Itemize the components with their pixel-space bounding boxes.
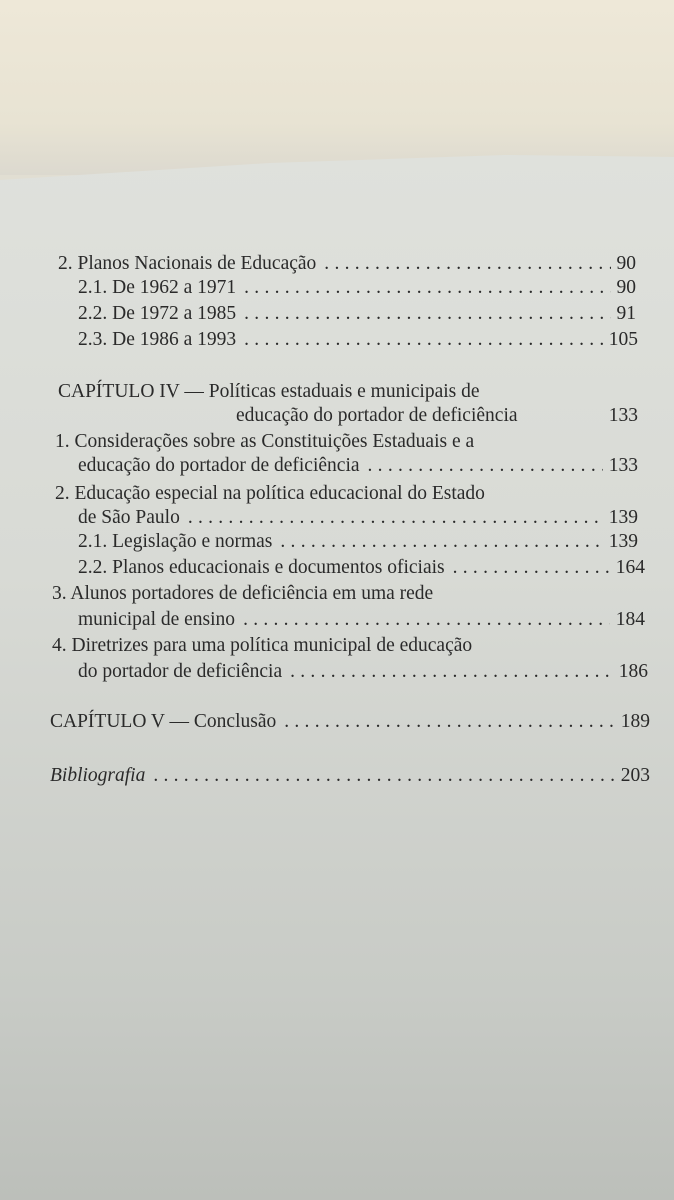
toc-entry-title: 2.1. Legislação e normas xyxy=(78,531,273,552)
toc-entry-title-cont: de São Paulo xyxy=(78,507,180,528)
toc-entry-page: 90 xyxy=(616,277,636,298)
toc-leader-dots xyxy=(188,506,603,530)
toc-entry xyxy=(78,276,636,300)
toc-entry xyxy=(78,556,645,580)
toc-entry xyxy=(78,302,636,326)
toc-entry-title: 2.1. De 1962 a 1971 xyxy=(78,277,237,298)
toc-entry-title-cont: municipal de ensino xyxy=(78,609,236,630)
toc-entry-page: 203 xyxy=(620,765,650,786)
toc-entry-title: Bibliografia xyxy=(50,765,146,786)
toc-entry xyxy=(52,634,645,658)
toc-entry-title-cont: educação do portador de deficiência xyxy=(78,455,360,476)
toc-leader-dots xyxy=(243,608,610,632)
toc-leader-dots xyxy=(290,660,613,684)
toc-entry-title: CAPÍTULO IV — Políticas estaduais e municipais de xyxy=(58,381,480,402)
toc-leader-dots xyxy=(453,556,610,580)
toc-entry-continuation xyxy=(78,454,638,478)
toc-entry-continuation xyxy=(78,506,638,530)
toc-entry xyxy=(78,530,638,554)
toc-entry-title: 2.2. De 1972 a 1985 xyxy=(78,303,237,324)
toc-entry-page: 184 xyxy=(615,609,645,630)
toc-entry xyxy=(50,710,650,734)
toc-entry xyxy=(55,482,638,506)
toc-entry-page: 164 xyxy=(615,557,645,578)
toc-entry-page: 133 xyxy=(608,455,638,476)
toc-leader-dots xyxy=(244,276,610,300)
toc-entry-title: CAPÍTULO V — Conclusão xyxy=(50,711,277,732)
toc-entry xyxy=(58,252,636,276)
toc-entry-page: 139 xyxy=(608,507,638,528)
toc-leader-dots xyxy=(324,252,610,276)
toc-entry-page: 139 xyxy=(608,531,638,552)
toc-entry-title: 4. Diretrizes para uma política municipal de educação xyxy=(52,635,473,656)
toc-entry xyxy=(55,430,638,454)
toc-leader-dots xyxy=(244,328,603,352)
toc-leader-dots xyxy=(244,302,610,326)
toc-leader-dots xyxy=(284,710,615,734)
toc-leader-dots xyxy=(280,530,602,554)
toc-entry-page: 105 xyxy=(608,329,638,350)
toc-entry-page: 91 xyxy=(616,303,636,324)
toc-entry-title-cont: do portador de deficiência xyxy=(78,661,283,682)
toc-entry-page: 186 xyxy=(618,661,648,682)
toc-entry-title: 2. Planos Nacionais de Educação xyxy=(58,253,317,274)
toc-entry-continuation xyxy=(78,608,645,632)
toc-entry-continuation xyxy=(236,404,638,428)
toc-entry xyxy=(78,328,638,352)
toc-entry xyxy=(50,764,650,788)
toc-chapter-heading xyxy=(58,380,638,404)
toc-leader-dots xyxy=(153,764,614,788)
toc-entry-title: 2. Educação especial na política educacional do Estado xyxy=(55,483,485,504)
toc-entry-title: 2.2. Planos educacionais e documentos oficiais xyxy=(78,557,445,578)
toc-leader-dots xyxy=(368,454,603,478)
toc-entry-title-cont: educação do portador de deficiência xyxy=(236,405,518,426)
toc-entry-title: 1. Considerações sobre as Constituições Estaduais e a xyxy=(55,431,475,452)
toc-entry-continuation xyxy=(78,660,648,684)
toc-entry-page: 133 xyxy=(608,405,638,426)
toc-entry-page: 189 xyxy=(620,711,650,732)
toc-entry-title: 3. Alunos portadores de deficiência em uma rede xyxy=(52,583,434,604)
toc-entry xyxy=(52,582,645,606)
toc-entry-page: 90 xyxy=(616,253,636,274)
toc-entry-title: 2.3. De 1986 a 1993 xyxy=(78,329,237,350)
